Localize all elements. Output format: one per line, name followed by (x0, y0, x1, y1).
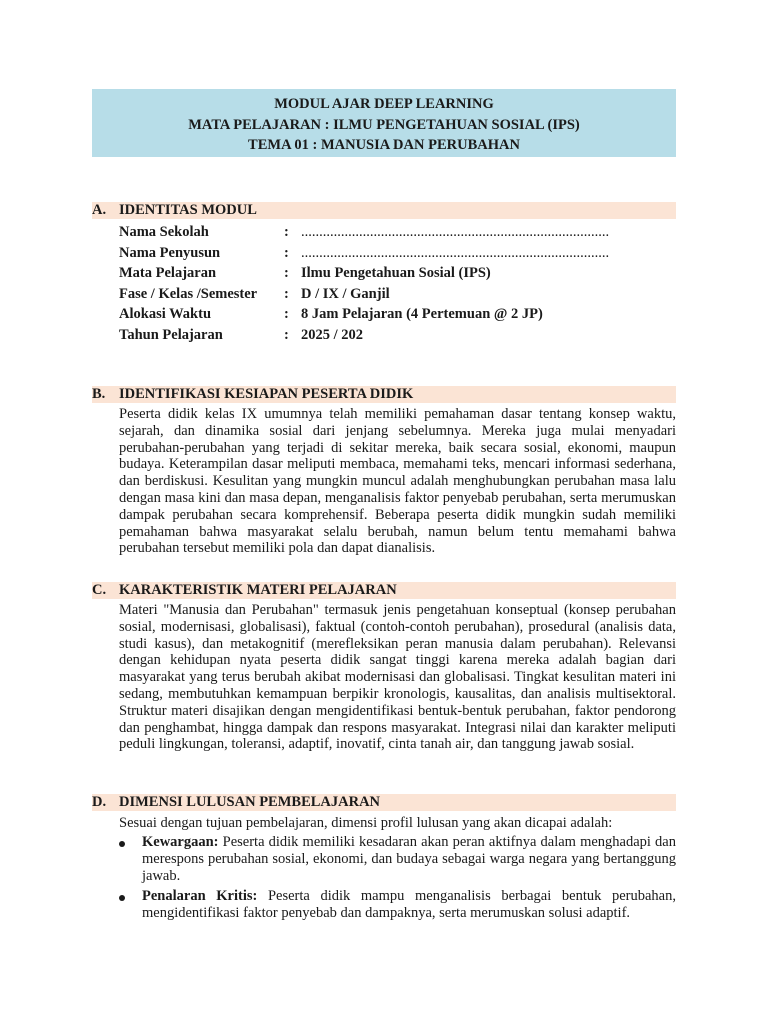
section-b-title: IDENTIFIKASI KESIAPAN PESERTA DIDIK (119, 386, 414, 402)
bullet-icon (119, 895, 125, 901)
identity-colon: : (284, 244, 289, 261)
list-item-desc: Peserta didik memiliki kesadaran akan peran aktifnya dalam menghadapi dan merespons perubahan sosial, ekonomi, dan budaya sebagai warga negara yang bertanggung jawab. (142, 834, 676, 884)
section-b-body: Peserta didik kelas IX umumnya telah memiliki pemahaman dasar tentang konsep waktu, sejarah, dan dinamika sosial dari jenjang sebelumnya. Mereka juga mulai menyadari perubahan-perubahan yang terjadi di sekitar mereka, baik secara sosial, ekonomi, maupun budaya. Keterampilan dasar meliputi membaca, memahami teks, mencari informasi sederhana, dan berdiskusi. Kesulitan yang mungkin muncul adalah menghubungkan perubahan masa lalu dengan masa kini dan masa depan, menganalisis faktor penyebab perubahan, serta merumuskan dampak perubahan secara komprehensif. Beberapa peserta didik mungkin sudah memiliki pemahaman bahwa masyarakat selalu berubah, namun belum tentu memahami bahwa perubahan tersebut memiliki pola dan dapat dianalisis. (119, 406, 676, 557)
section-d-heading (92, 794, 676, 811)
title-line-1: MODUL AJAR DEEP LEARNING (274, 96, 494, 112)
identity-colon: : (284, 265, 289, 281)
section-c-letter: C. (92, 582, 107, 598)
identity-row-author (119, 243, 676, 264)
identity-value: Ilmu Pengetahuan Sosial (IPS) (301, 265, 491, 281)
section-d-letter: D. (92, 794, 107, 810)
section-d-title: DIMENSI LULUSAN PEMBELAJARAN (119, 794, 381, 810)
section-d-lead: Sesuai dengan tujuan pembelajaran, dimensi profil lulusan yang akan dicapai adalah: (119, 815, 613, 831)
title-line-2: MATA PELAJARAN : ILMU PENGETAHUAN SOSIAL (IPS) (188, 116, 580, 133)
identity-row-year (119, 325, 676, 346)
identity-row-subject (119, 263, 676, 284)
identity-value: 8 Jam Pelajaran (4 Pertemuan @ 2 JP) (301, 306, 543, 322)
identity-row-school (119, 222, 676, 243)
section-b-heading (92, 386, 676, 403)
list-item-term: Penalaran Kritis: (142, 888, 258, 905)
dimension-list (119, 834, 676, 926)
section-b-letter: B. (92, 386, 106, 402)
list-item-text (142, 888, 676, 922)
identity-key: Fase / Kelas /Semester (119, 285, 258, 302)
title-box (92, 89, 676, 157)
list-item-desc: Peserta didik mampu menganalisis berbagai bentuk perubahan, mengidentifikasi faktor penyebab dan dampaknya, serta merumuskan solusi adaptif. (142, 888, 676, 922)
identity-row-time (119, 304, 676, 325)
identity-value: 2025 / 202 (301, 326, 364, 343)
identity-value: D / IX / Ganjil (301, 285, 390, 302)
bullet-icon (119, 841, 125, 847)
identity-value: ..................................................................................... (301, 244, 610, 261)
section-c-body: Materi "Manusia dan Perubahan" termasuk jenis pengetahuan konseptual (konsep perubahan sosial, modernisasi, globalisasi), faktual (contoh-contoh perubahan), prosedural (analisis data, studi kasus), dan metakognitif (merefleksikan peran manusia dalam perubahan). Relevansi dengan kehidupan nyata peserta didik sangat tinggi karena mereka adalah bagian dari masyarakat yang terus berubah akibat modernisasi dan globalisasi. Tingkat kesulitan materi ini sedang, membutuhkan kemampuan berpikir kronologis, kausalitas, dan analisis multisektoral. Struktur materi disajikan dengan mengidentifikasi bentuk-bentuk perubahan, faktor pendorong dan penghambat, hingga dampak dan respons masyarakat. Integrasi nilai dan karakter meliputi peduli lingkungan, toleransi, adaptif, inovatif, cinta tanah air, dan tanggung jawab sosial. (119, 602, 676, 753)
list-item-term: Kewargaan: (142, 834, 219, 850)
section-a-letter: A. (92, 202, 107, 218)
section-c-title: KARAKTERISTIK MATERI PELAJARAN (119, 582, 397, 598)
identity-key: Nama Penyusun (119, 244, 221, 261)
identity-colon: : (284, 306, 289, 322)
identity-colon: : (284, 326, 289, 343)
list-item-text (142, 834, 676, 884)
identity-key: Nama Sekolah (119, 224, 209, 240)
section-c-heading (92, 582, 676, 599)
identity-value: ..................................................................................... (301, 224, 610, 240)
section-a-title: IDENTITAS MODUL (119, 202, 257, 218)
identity-row-phase (119, 284, 676, 305)
list-item (119, 834, 676, 884)
identity-colon: : (284, 285, 289, 302)
identity-key: Mata Pelajaran (119, 265, 217, 281)
section-a-heading (92, 202, 676, 219)
identity-table (119, 222, 676, 345)
list-item (119, 888, 676, 922)
identity-key: Alokasi Waktu (119, 306, 212, 322)
identity-colon: : (284, 224, 289, 240)
title-line-3: TEMA 01 : MANUSIA DAN PERUBAHAN (248, 137, 520, 153)
identity-key: Tahun Pelajaran (119, 326, 223, 343)
